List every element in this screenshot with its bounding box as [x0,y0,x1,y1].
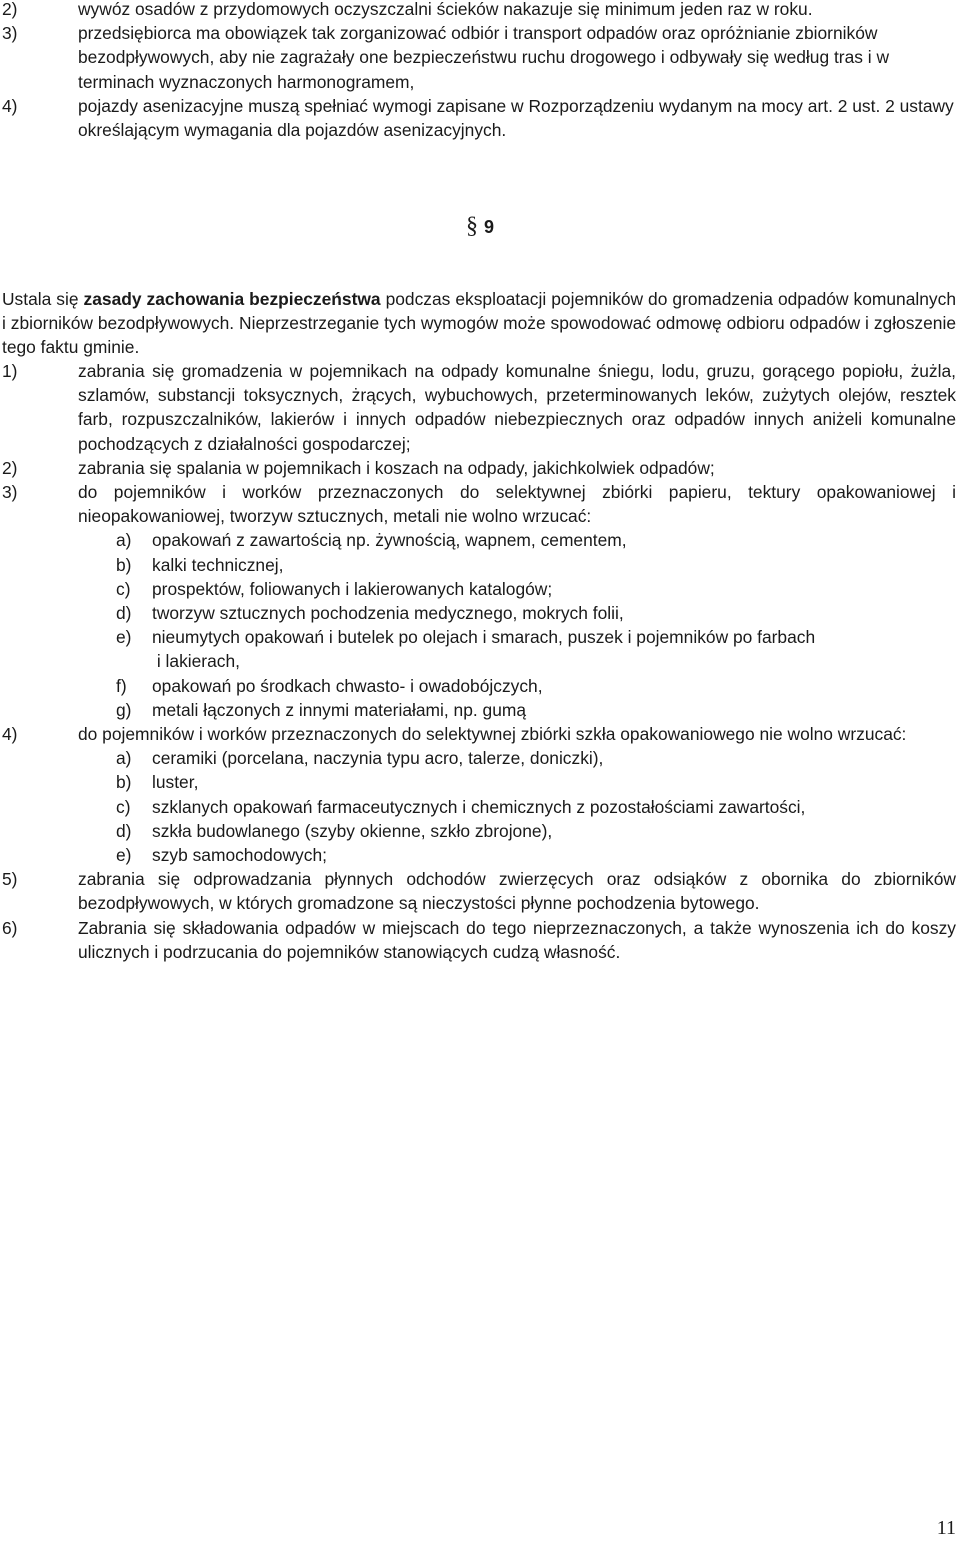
sub-item-letter: a) [116,748,132,769]
sub-list-item [2,625,956,649]
sub-item-letter: c) [116,578,131,599]
intro-paragraph [2,287,956,360]
list-item [2,867,956,915]
list-item [2,722,956,867]
item-text: Zabrania się składowania odpadów w miejscach do tego nieprzeznaczonych, a także wynoszenia ich do koszy ulicznych i podrzucania do pojemników stanowiących cudzą własność. [78,917,956,962]
item-number: 3) [2,482,18,503]
paragraph-sign: § [465,213,478,239]
list-item [2,0,956,21]
item-text: zabrania się spalania w pojemnikach i koszach na odpady, jakichkolwiek odpadów; [78,457,715,478]
item-text: do pojemników i worków przeznaczonych do selektywnej zbiórki papieru, tektury opakowaniowej i nieopakowaniowej, tworzyw sztucznych, metali nie wolno wrzucać: [78,482,956,527]
item-text: do pojemników i worków przeznaczonych do selektywnej zbiórki szkła opakowaniowego nie wolno wrzucać: [78,724,907,745]
list-item [2,94,956,142]
item-text: zabrania się odprowadzania płynnych odchodów zwierzęcych oraz odsiąków z obornika do zbiorników bezodpływowych, w których gromadzone są nieczystości płynne pochodzenia bytowego. [78,869,956,914]
item-text: pojazdy asenizacyjne muszą spełniać wymogi zapisane w Rozporządzeniu wydanym na mocy art. 2 ust. 2 ustawy określającym wymagania dla pojazdów asenizacyjnych. [78,95,954,141]
sub-item-text: metali łączonych z innymi materiałami, np. gumą [152,699,527,720]
item-text: wywóz osadów z przydomowych oczyszczalni ścieków nakazuje się minimum jeden raz w roku. [78,0,813,19]
intro-text-after: podczas eksploatacji pojemników do gromadzenia odpadów komunalnych i zbiorników bezodpływowych. Nieprzestrzeganie tych wymogów może spowodować odmowę odbioru odpadów i zgłoszenie tego faktu gminie. [2,289,956,358]
sub-item-text: nieumytych opakowań i butelek po olejach i smarach, puszek i pojemników po farbach [152,627,816,648]
sub-list-item [2,746,956,770]
item-number: 4) [2,95,18,116]
list-item [2,21,956,94]
sub-item-letter: f) [116,675,127,696]
sub-item-letter: b) [116,772,132,793]
item-number: 2) [2,457,18,478]
item-number: 5) [2,869,18,890]
sub-list-item [2,698,956,722]
sub-item-text: opakowań z zawartością np. żywnością, wapnem, cementem, [152,530,627,551]
sub-list-item [2,770,956,794]
list-item [2,359,956,456]
sub-item-text: kalki technicznej, [152,554,284,575]
sub-item-text: opakowań po środkach chwasto- i owadobójczych, [152,675,543,696]
sub-item-letter: d) [116,820,132,841]
sub-item-letter: d) [116,603,132,624]
sub-list-item [2,819,956,843]
top-list [2,0,956,142]
sub-item-text: ceramiki (porcelana, naczynia typu acro, talerze, doniczki), [152,748,604,769]
sub-list-item-continuation [2,649,956,673]
item-number: 3) [2,23,18,44]
page-number: 11 [936,1517,956,1539]
sub-item-letter: b) [116,554,132,575]
item-number: 2) [2,0,18,19]
sub-list-item [2,528,956,552]
item-number: 1) [2,361,18,381]
sub-item-letter: g) [116,699,132,720]
sub-list-item [2,843,956,867]
item-number: 6) [2,917,18,938]
intro-text-before: Ustala się [2,289,84,309]
item-text: przedsiębiorca ma obowiązek tak zorganizować odbiór i transport odpadów oraz opróżnianie zbiorników bezodpływowych, aby nie zagrażały one bezpieczeństwu ruchu drogowego i odbywały się według tras i w terminach wyznaczonych harmonogramem, [78,23,890,92]
sub-item-text: i lakierach, [152,651,240,672]
item-text: zabrania się gromadzenia w pojemnikach na odpady komunalne śniegu, lodu, gruzu, gorącego popiołu, żużla, szlamów, substancji toksycznych, żrących, wybuchowych, przeterminowanych leków, zużytych olejów, resztek farb, rozpuszczalników, lakierów i innych odpadów niebezpiecznych oraz odpadów innych aniżeli komunalne pochodzących z działalności gospodarczej; [78,361,956,454]
sub-item-letter: c) [116,796,131,817]
sub-item-text: szkła budowlanego (szyby okienne, szkło zbrojone), [152,820,553,841]
sub-item-letter: a) [116,530,132,551]
sub-list-item [2,601,956,625]
sub-list-item [2,553,956,577]
sub-item-text: tworzyw sztucznych pochodzenia medycznego, mokrych folii, [152,603,624,624]
sub-list-item [2,674,956,698]
intro-bold-text: zasady zachowania bezpieczeństwa [83,289,381,309]
sub-item-letter: e) [116,845,132,866]
sub-list-item [2,795,956,819]
list-item [2,480,956,722]
sub-item-text: prospektów, foliowanych i lakierowanych katalogów; [152,578,553,599]
rules-list [2,359,956,964]
sub-item-text: luster, [152,772,199,793]
sub-item-text: szklanych opakowań farmaceutycznych i chemicznych z pozostałościami zawartości, [152,796,806,817]
section-number: 9 [483,217,494,237]
sub-item-text: szyb samochodowych; [152,845,327,866]
sub-item-letter: e) [116,627,132,648]
list-item [2,916,956,964]
list-item [2,456,956,480]
item-number: 4) [2,724,18,745]
section-heading [0,214,960,239]
sub-list-item [2,577,956,601]
